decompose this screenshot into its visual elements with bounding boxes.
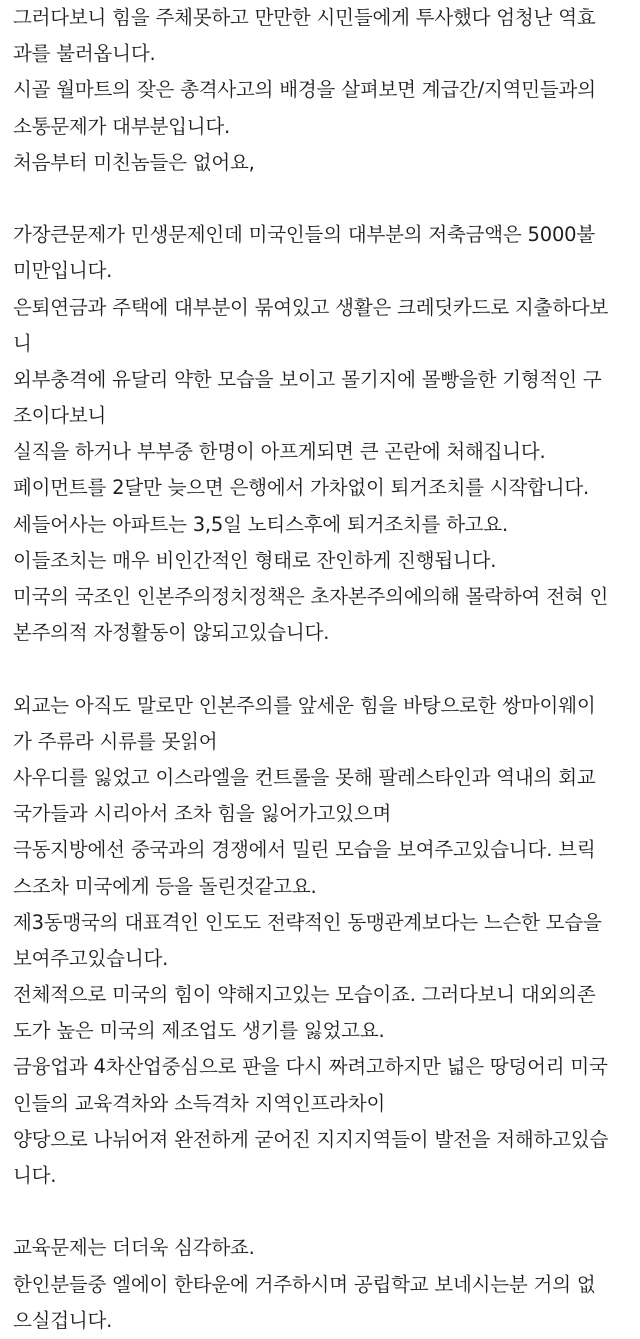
text-line: 본주의적 자정활동이 않되고있습니다. — [13, 621, 330, 645]
text-line: 금융업과 4차산업중심으로 판을 다시 짜려고하지만 넓은 땅덩어리 미국 — [13, 1055, 608, 1079]
paragraph-gap — [13, 1194, 640, 1230]
text-line: 시골 월마트의 잦은 총격사고의 배경을 살펴보면 계급간/지역민들과의 — [13, 78, 596, 102]
paragraph-2 — [13, 217, 640, 651]
text-line: 페이먼트를 2달만 늦으면 은행에서 가차없이 퇴거조치를 시작합니다. — [13, 476, 590, 500]
text-line: 조이다보니 — [13, 404, 107, 428]
text-line: 교육문제는 더더욱 심각하죠. — [13, 1236, 255, 1260]
text-line: 미만입니다. — [13, 259, 113, 283]
text-line: 국가들과 시리아서 조차 힘을 잃어가고있으며 — [13, 802, 392, 826]
text-line: 외교는 아직도 말로만 인본주의를 앞세운 힘을 바탕으로한 쌍마이웨이 — [13, 693, 596, 717]
text-line: 보여주고있습니다. — [13, 946, 169, 970]
text-line: 그러다보니 힘을 주체못하고 만만한 시민들에게 투사했다 엄청난 역효 — [13, 6, 596, 29]
text-line: 인들의 교육격차와 소득격차 지역인프라차이 — [13, 1091, 386, 1115]
text-line: 으실겁니다. — [13, 1308, 113, 1332]
text-line: 가 주류라 시류를 못읽어 — [13, 729, 218, 753]
text-line: 이들조치는 매우 비인간적인 형태로 잔인하게 진행됩니다. — [13, 548, 497, 572]
text-line: 극동지방에선 중국과의 경쟁에서 밀린 모습을 보여주고있습니다. 브릭 — [13, 838, 596, 862]
text-line: 니다. — [13, 1164, 57, 1187]
text-line: 소통문제가 대부분입니다. — [13, 114, 231, 138]
text-line: 과를 불러옵니다. — [13, 42, 156, 66]
text-line: 사우디를 잃었고 이스라엘을 컨트롤을 못해 팔레스타인과 역내의 회교 — [13, 765, 596, 789]
document-body — [13, 0, 640, 1339]
text-line: 도가 높은 미국의 제조업도 생기를 잃었고요. — [13, 1019, 385, 1043]
paragraph-4 — [13, 1230, 640, 1339]
text-line: 외부충격에 유달리 약한 모습을 보이고 몰기지에 몰빵을한 기형적인 구 — [13, 367, 602, 391]
text-line: 미국의 국조인 인본주의정치정책은 초자본주의에의해 몰락하여 전혀 인 — [13, 585, 609, 608]
paragraph-gap — [13, 181, 640, 217]
text-line: 가장큰문제가 민생문제인데 미국인들의 대부분의 저축금액은 5000불 — [13, 223, 596, 247]
text-line: 실직을 하거나 부부중 한명이 아프게되면 큰 곤란에 처해집니다. — [13, 440, 546, 464]
text-line: 한인분들중 엘에이 한타운에 거주하시며 공립학교 보네시는분 거의 없 — [13, 1272, 596, 1296]
text-line: 은퇴연금과 주택에 대부분이 묶여있고 생활은 크레딧카드로 지출하다보 — [13, 295, 609, 319]
text-line: 스조차 미국에게 등을 돌린것같고요. — [13, 874, 317, 898]
text-line: 전체적으로 미국의 힘이 약해지고있는 모습이죠. 그러다보니 대외의존 — [13, 983, 596, 1007]
text-line: 니 — [13, 331, 32, 355]
text-line: 처음부터 미친놈들은 없어요, — [13, 150, 255, 174]
paragraph-gap — [13, 651, 640, 687]
paragraph-1 — [13, 0, 640, 181]
text-line: 양당으로 나뉘어져 완전하게 굳어진 지지지역들이 발전을 저해하고있습 — [13, 1127, 609, 1151]
paragraph-3 — [13, 688, 640, 1195]
text-line: 세들어사는 아파트는 3,5일 노티스후에 퇴거조치를 하고요. — [13, 512, 509, 536]
text-line: 제3동맹국의 대표격인 인도도 전략적인 동맹관계보다는 느슨한 모습을 — [13, 910, 602, 934]
